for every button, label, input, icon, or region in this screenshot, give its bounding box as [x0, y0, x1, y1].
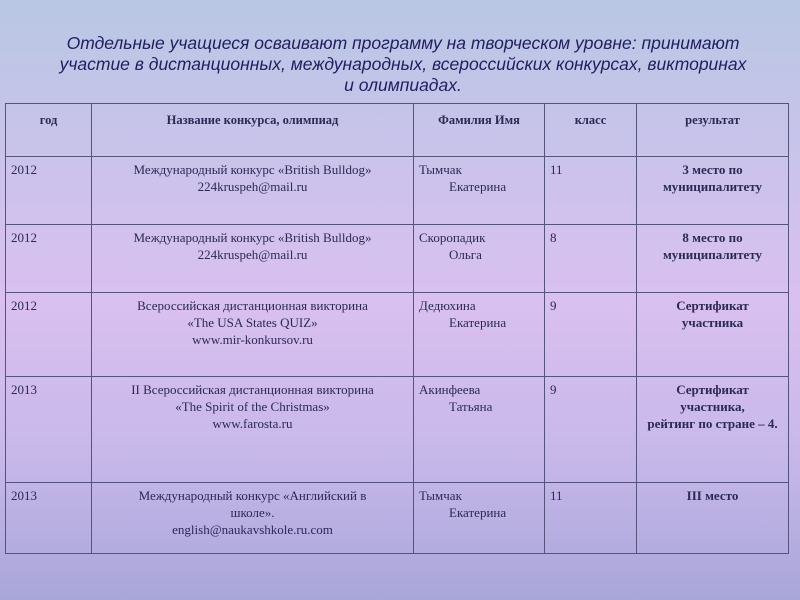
- result-line: муниципалитету: [662, 179, 763, 194]
- cell-contest: [92, 157, 414, 225]
- cell-year: 2013: [6, 377, 92, 483]
- header-contest: Название конкурса, олимпиад: [92, 104, 414, 157]
- cell-result: [637, 293, 789, 377]
- cell-name: [414, 377, 545, 483]
- cell-grade: 8: [545, 225, 637, 293]
- result-line: рейтинг по стране – 4.: [647, 416, 778, 431]
- header-grade: класс: [545, 104, 637, 157]
- surname: Тымчак: [419, 488, 462, 503]
- cell-grade: 9: [545, 293, 637, 377]
- contest-line: Всероссийская дистанционная викторина: [137, 298, 368, 313]
- first-name: Екатерина: [449, 179, 507, 194]
- contest-line: «The Spirit of the Christmas»: [175, 399, 330, 414]
- result-line: участника,: [680, 399, 745, 414]
- result-line: Сертификат: [676, 298, 749, 313]
- header-result: результат: [637, 104, 789, 157]
- cell-grade: 11: [545, 483, 637, 554]
- cell-grade: 9: [545, 377, 637, 483]
- result-line: 8 место по: [682, 230, 743, 245]
- result-line: III место: [686, 488, 739, 503]
- surname: Дедюхина: [419, 298, 476, 313]
- table-row: [6, 225, 789, 293]
- cell-contest: [92, 377, 414, 483]
- header-year: год: [6, 104, 92, 157]
- cell-year: 2012: [6, 293, 92, 377]
- contest-line: 224kruspeh@mail.ru: [197, 179, 308, 194]
- first-name: Екатерина: [449, 505, 507, 520]
- contest-line: english@naukavshkole.ru.com: [172, 522, 333, 537]
- slide-title-line: и олимпиадах.: [344, 75, 462, 95]
- surname: Акинфеева: [419, 382, 481, 397]
- result-line: 3 место по: [682, 162, 743, 177]
- surname: Тымчак: [419, 162, 462, 177]
- cell-contest: [92, 483, 414, 554]
- slide-title: [6, 33, 800, 96]
- cell-year: 2013: [6, 483, 92, 554]
- cell-result: [637, 483, 789, 554]
- cell-year: 2012: [6, 225, 92, 293]
- cell-year: 2012: [6, 157, 92, 225]
- contest-line: Международный конкурс «British Bulldog»: [133, 230, 372, 245]
- contest-line: www.farosta.ru: [212, 416, 293, 431]
- header-name: Фамилия Имя: [414, 104, 545, 157]
- cell-result: [637, 225, 789, 293]
- contest-line: II Всероссийская дистанционная викторина: [131, 382, 374, 397]
- result-line: участника: [681, 315, 744, 330]
- contest-line: www.mir-konkursov.ru: [192, 332, 313, 347]
- cell-name: [414, 293, 545, 377]
- cell-grade: 11: [545, 157, 637, 225]
- contest-line: «The USA States QUIZ»: [187, 315, 318, 330]
- cell-name: [414, 483, 545, 554]
- table-header-row: [6, 104, 789, 157]
- table-row: [6, 293, 789, 377]
- slide-title-line: Отдельные учащиеся осваивают программу на творческом уровне: принимают: [66, 33, 740, 53]
- contest-line: 224kruspeh@mail.ru: [197, 247, 308, 262]
- result-line: муниципалитету: [662, 247, 763, 262]
- cell-contest: [92, 293, 414, 377]
- slide-title-line: участие в дистанционных, международных, всероссийских конкурсах, викторинах: [59, 54, 747, 74]
- results-table: [5, 103, 789, 554]
- result-line: Сертификат: [676, 382, 749, 397]
- table-row: [6, 483, 789, 554]
- first-name: Екатерина: [449, 315, 507, 330]
- surname: Скоропадик: [419, 230, 486, 245]
- cell-name: [414, 225, 545, 293]
- cell-name: [414, 157, 545, 225]
- contest-line: школе».: [230, 505, 275, 520]
- contest-line: Международный конкурс «British Bulldog»: [133, 162, 372, 177]
- cell-result: [637, 377, 789, 483]
- first-name: Татьяна: [449, 399, 493, 414]
- table-row: [6, 377, 789, 483]
- table-row: [6, 157, 789, 225]
- cell-result: [637, 157, 789, 225]
- contest-line: Международный конкурс «Английский в: [138, 488, 367, 503]
- cell-contest: [92, 225, 414, 293]
- first-name: Ольга: [449, 247, 482, 262]
